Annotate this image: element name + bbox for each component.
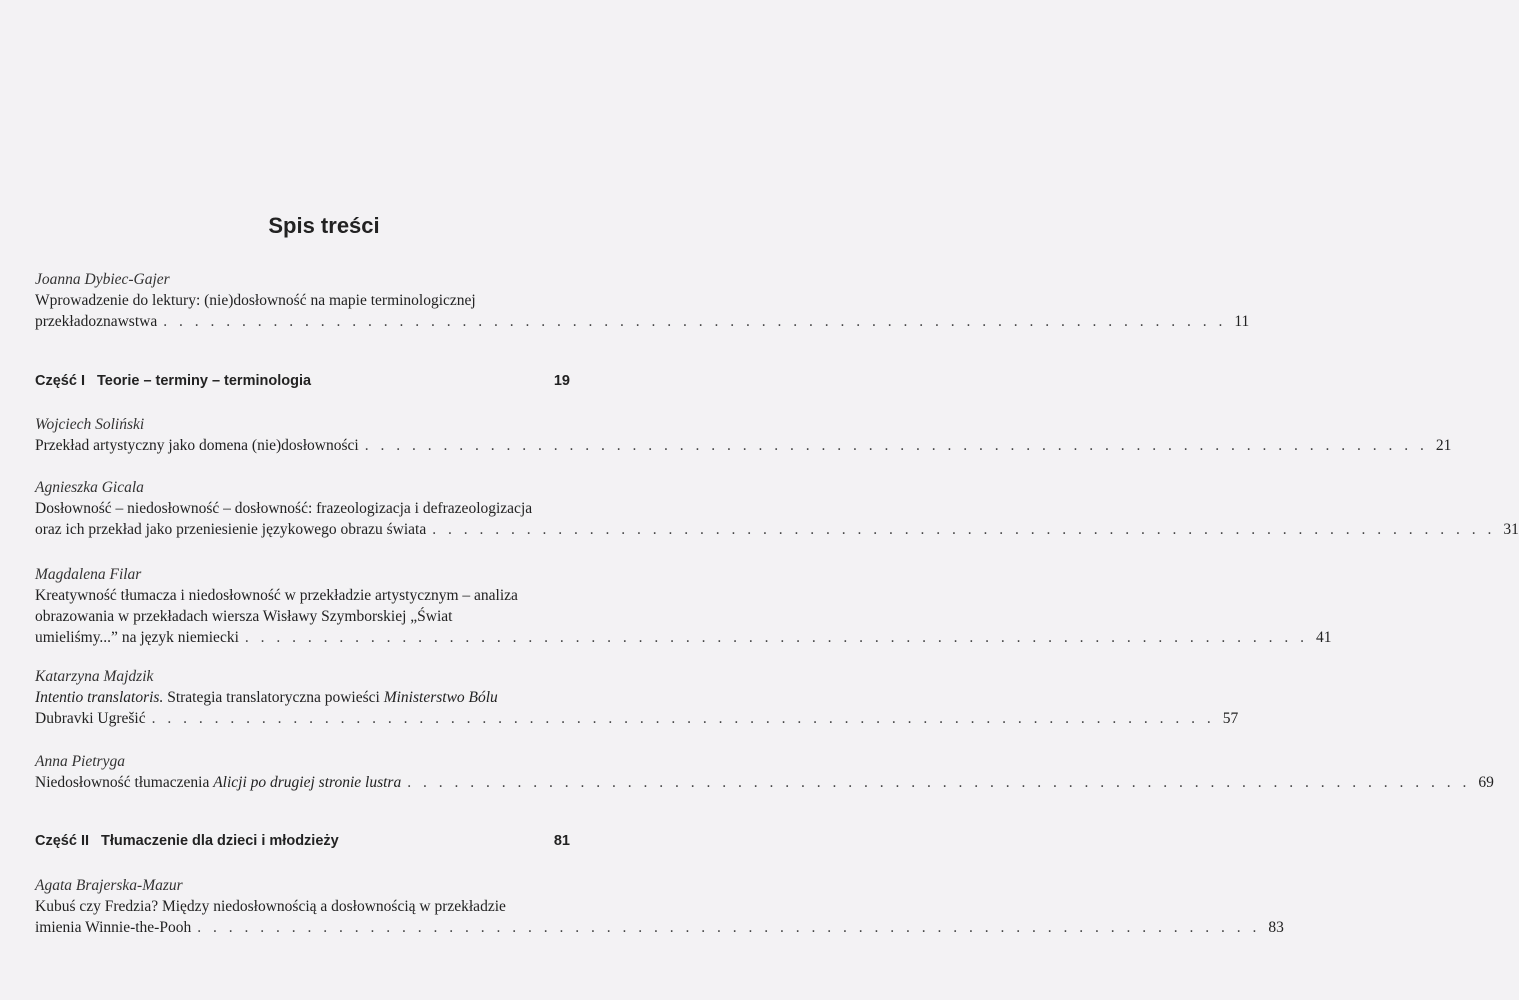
entry-title-line: Wprowadzenie do lektury: (nie)dosłowność na mapie terminologicznej <box>35 292 476 309</box>
entry-title-end: przekładoznawstwa <box>35 313 158 330</box>
entry-title-end: umieliśmy...” na język niemiecki <box>35 629 239 646</box>
entry-title-last-line <box>35 708 1239 729</box>
section-heading <box>35 833 570 849</box>
entry-author: Wojciech Soliński <box>35 416 145 433</box>
page-number: 83 <box>1268 919 1284 936</box>
toc-entry <box>35 667 1239 729</box>
page-number: 11 <box>1234 313 1250 330</box>
dot-leader: . . . . . . . . . . . . . . . . . . . . . . . . . . . . . . . . . . . . . . . . . . . . . . . . . . . . . . . . . . . . . . . . . . . . <box>151 710 1215 727</box>
entry-title-line: Kubuś czy Fredzia? Między niedosłownością a dosłownością w przekładzie <box>35 898 506 915</box>
dot-leader: . . . . . . . . . . . . . . . . . . . . . . . . . . . . . . . . . . . . . . . . . . . . . . . . . . . . . . . . . . . . . . . . . . . . <box>432 521 1496 538</box>
toc-entry <box>35 752 1494 793</box>
page-number: 69 <box>1478 774 1494 791</box>
section-number: Część II <box>35 833 89 849</box>
section-heading <box>35 373 570 389</box>
section-title: Tłumaczenie dla dzieci i młodzieży <box>101 833 339 849</box>
page-title: Spis treści <box>268 213 380 238</box>
entry-title-line: Kreatywność tłumacza i niedosłowność w przekładzie artystycznym – analiza <box>35 587 518 604</box>
dot-leader: . . . . . . . . . . . . . . . . . . . . . . . . . . . . . . . . . . . . . . . . . . . . . . . . . . . . . . . . . . . . . . . . . . . . <box>364 437 1428 454</box>
entry-author: Agnieszka Gicala <box>35 479 144 496</box>
section-page-number: 19 <box>553 373 570 389</box>
entry-title-last-line <box>35 519 1519 540</box>
page-number: 41 <box>1316 629 1332 646</box>
toc-entry <box>35 478 1519 540</box>
page-number: 21 <box>1435 437 1452 454</box>
toc-entry <box>35 270 1250 332</box>
section-page-number: 81 <box>553 833 570 849</box>
entry-title-end: oraz ich przekład jako przeniesienie językowego obrazu świata <box>35 521 427 538</box>
toc-entry <box>35 565 1332 648</box>
entry-title-end: Dubravki Ugrešić <box>35 710 146 727</box>
entry-title-last-line <box>35 627 1332 648</box>
page-number: 57 <box>1222 710 1239 727</box>
entry-title-last-line <box>35 435 1452 456</box>
entry-title-line: Dosłowność – niedosłowność – dosłowność: frazeologizacja i defrazeologizacja <box>35 500 533 517</box>
italic-title-fragment: Alicji po drugiej stronie lustra <box>213 774 402 791</box>
section-title: Teorie – terminy – terminologia <box>96 373 312 389</box>
title-fragment: Strategia translatoryczna powieści <box>163 689 384 706</box>
entry-author: Joanna Dybiec-Gajer <box>35 271 170 288</box>
entry-author: Katarzyna Majdzik <box>35 668 154 685</box>
page-number: 31 <box>1503 521 1519 538</box>
entry-title-line: obrazowania w przekładach wiersza Wisławy Szymborskiej „Świat <box>35 608 453 625</box>
dot-leader: . . . . . . . . . . . . . . . . . . . . . . . . . . . . . . . . . . . . . . . . . . . . . . . . . . . . . . . . . . . . . . . . . . . . <box>244 629 1309 646</box>
entry-author: Anna Pietryga <box>35 753 125 770</box>
dot-leader: . . . . . . . . . . . . . . . . . . . . . . . . . . . . . . . . . . . . . . . . . . . . . . . . . . . . . . . . . . . . . . . . . . . . <box>407 774 1471 791</box>
entry-title-end <box>35 772 401 793</box>
dot-leader: . . . . . . . . . . . . . . . . . . . . . . . . . . . . . . . . . . . . . . . . . . . . . . . . . . . . . . . . . . . . . . . . . . . . <box>163 313 1227 330</box>
entry-author: Magdalena Filar <box>35 566 142 583</box>
title-fragment: Niedosłowność tłumaczenia <box>35 774 214 791</box>
toc-entry <box>35 415 1452 456</box>
section-number: Część I <box>35 373 85 389</box>
entry-title-line <box>35 687 580 708</box>
entry-title-last-line <box>35 917 1284 938</box>
entry-title-end: imienia Winnie-the-Pooh <box>35 919 192 936</box>
toc-entry <box>35 876 1284 938</box>
entry-title-end: Przekład artystyczny jako domena (nie)dosłowności <box>35 437 359 454</box>
dot-leader: . . . . . . . . . . . . . . . . . . . . . . . . . . . . . . . . . . . . . . . . . . . . . . . . . . . . . . . . . . . . . . . . . . . . <box>197 919 1261 936</box>
entry-title-last-line <box>35 772 1494 793</box>
entry-title-last-line <box>35 311 1250 332</box>
entry-author: Agata Brajerska-Mazur <box>35 877 183 894</box>
italic-title-fragment: Ministerstwo Bólu <box>383 689 498 706</box>
italic-title-fragment: Intentio translatoris. <box>35 689 164 706</box>
